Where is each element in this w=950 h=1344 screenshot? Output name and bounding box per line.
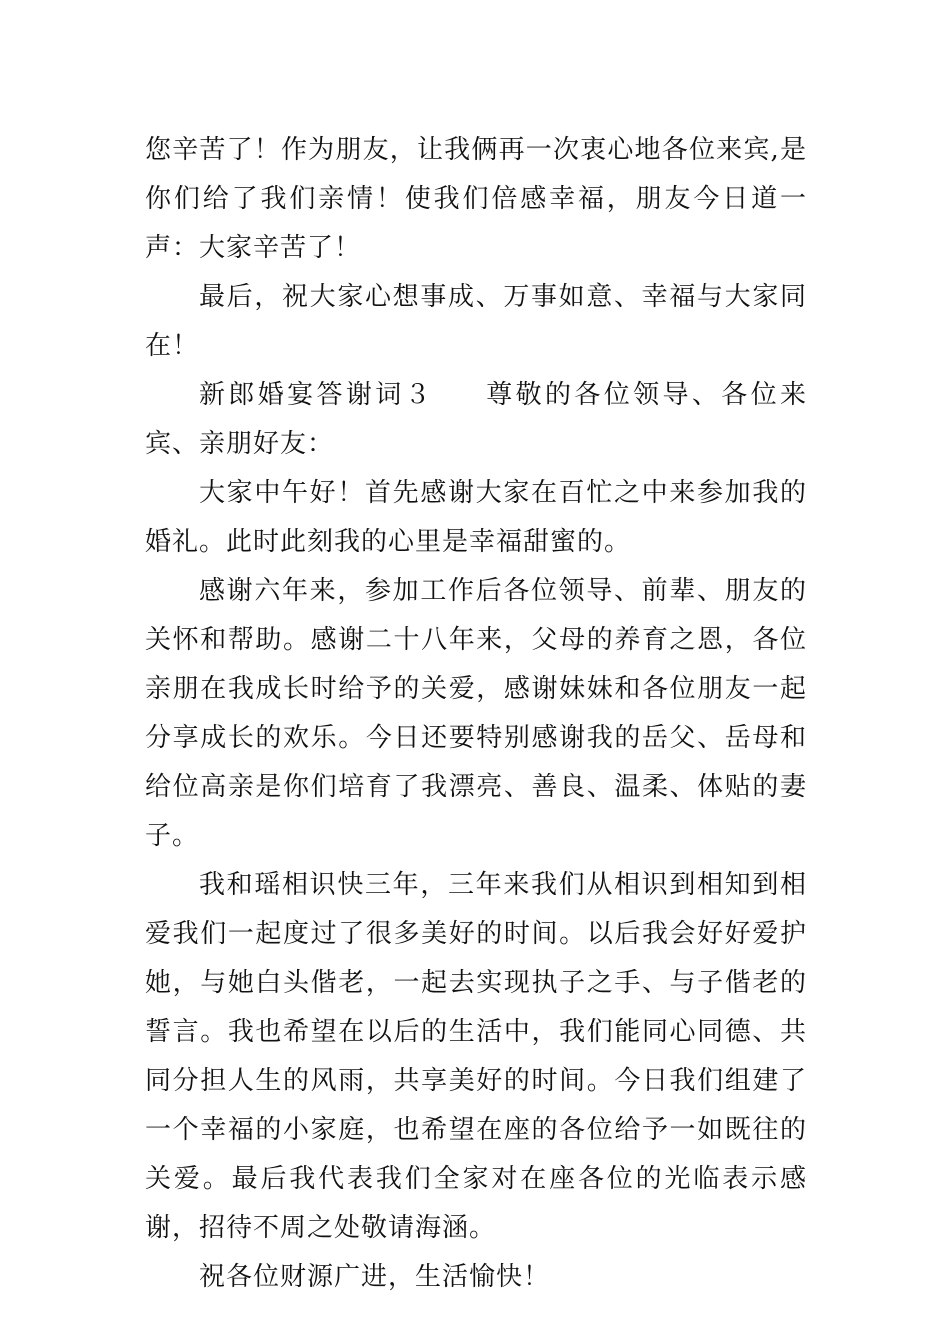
document-body	[145, 126, 807, 1302]
paragraph-7: 祝各位财源广进，生活愉快！	[199, 1262, 551, 1292]
section-heading: 新郎婚宴答谢词３	[199, 380, 434, 410]
salutation-text: 尊敬的各位领导、各位来宾、亲朋好友：	[145, 380, 807, 459]
paragraph-1: 您辛苦了！作为朋友，让我俩再一次衷心地各位来宾,是你们给了我们亲情！使我们倍感幸福，朋友今日道一声：大家辛苦了！	[145, 135, 807, 263]
paragraph-3	[145, 371, 807, 469]
paragraph-6: 我和瑶相识快三年，三年来我们从相识到相知到相爱我们一起度过了很多美好的时间。以后我会好好爱护她，与她白头偕老，一起去实现执子之手、与子偕老的誓言。我也希望在以后的生活中，我们能同心同德、共同分担人生的风雨，共享美好的时间。今日我们组建了一个幸福的小家庭，也希望在座的各位给予一如既往的关爱。最后我代表我们全家对在座各位的光临表示感谢，招待不周之处敬请海涵。	[145, 870, 807, 1243]
paragraph-2: 最后，祝大家心想事成、万事如意、幸福与大家同在！	[145, 282, 807, 361]
paragraph-4: 大家中午好！首先感谢大家在百忙之中来参加我的婚礼。此时此刻我的心里是幸福甜蜜的。	[145, 478, 807, 557]
paragraph-5: 感谢六年来，参加工作后各位领导、前辈、朋友的关怀和帮助。感谢二十八年来，父母的养育之恩，各位亲朋在我成长时给予的关爱，感谢妹妹和各位朋友一起分享成长的欢乐。今日还要特别感谢我的岳父、岳母和给位高亲是你们培育了我漂亮、善良、温柔、体贴的妻子。	[145, 576, 807, 851]
